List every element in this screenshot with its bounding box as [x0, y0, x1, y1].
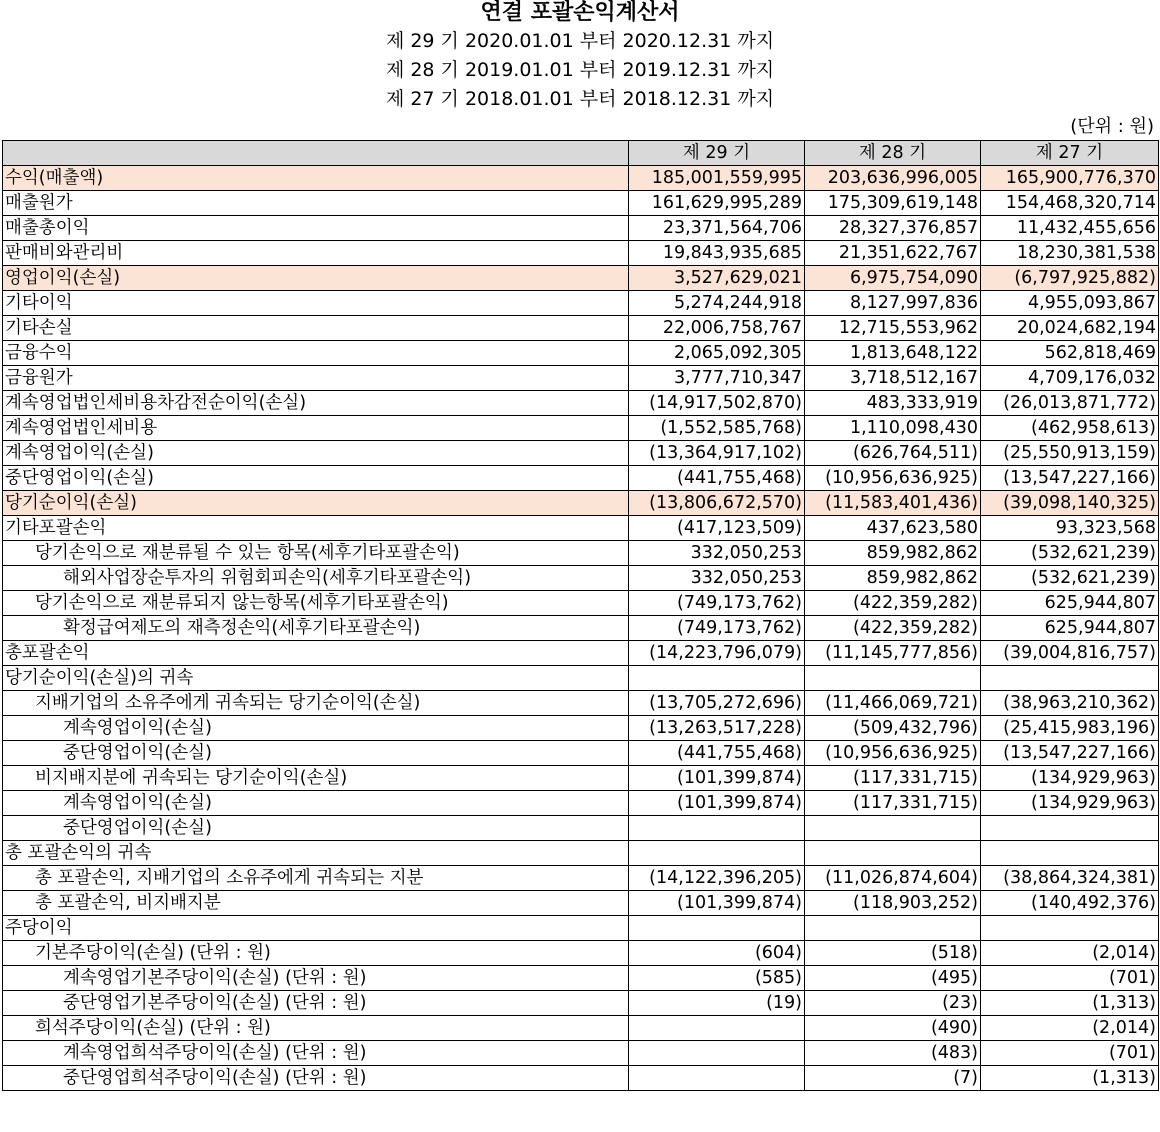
row-value: 562,818,469 [981, 341, 1159, 366]
row-value: (39,098,140,325) [981, 491, 1159, 516]
row-label: 계속영업이익(손실) [3, 441, 629, 466]
statement-title: 연결 포괄손익계산서 [480, 0, 680, 25]
row-label: 기타이익 [3, 291, 629, 316]
table-row [3, 466, 1159, 491]
row-value: (11,145,777,856) [805, 641, 981, 666]
row-value: 5,274,244,918 [629, 291, 805, 316]
row-value: 4,709,176,032 [981, 366, 1159, 391]
row-value: 3,777,710,347 [629, 366, 805, 391]
row-label: 해외사업장순투자의 위험회피손익(세후기타포괄손익) [3, 566, 629, 591]
row-label: 당기손익으로 재분류될 수 있는 항목(세후기타포괄손익) [3, 541, 629, 566]
row-value: (422,359,282) [805, 591, 981, 616]
row-value: (134,929,963) [981, 766, 1159, 791]
row-value: (7) [805, 1066, 981, 1091]
table-row [3, 166, 1159, 191]
table-row [3, 691, 1159, 716]
row-value: 175,309,619,148 [805, 191, 981, 216]
row-value: (13,263,517,228) [629, 716, 805, 741]
row-label: 중단영업이익(손실) [3, 741, 629, 766]
row-value [629, 841, 805, 866]
row-value [805, 916, 981, 941]
row-value: 1,813,648,122 [805, 341, 981, 366]
row-value [629, 1041, 805, 1066]
table-row [3, 616, 1159, 641]
row-value: 165,900,776,370 [981, 166, 1159, 191]
table-row [3, 391, 1159, 416]
row-value: (14,122,396,205) [629, 866, 805, 891]
row-value: 93,323,568 [981, 516, 1159, 541]
table-row [3, 541, 1159, 566]
row-value: 483,333,919 [805, 391, 981, 416]
row-label: 기본주당이익(손실) (단위 : 원) [3, 941, 629, 966]
row-value: (25,415,983,196) [981, 716, 1159, 741]
row-value: (13,806,672,570) [629, 491, 805, 516]
table-row [3, 941, 1159, 966]
row-value: (626,764,511) [805, 441, 981, 466]
row-value: 161,629,995,289 [629, 191, 805, 216]
table-row [3, 816, 1159, 841]
row-label: 계속영업이익(손실) [3, 716, 629, 741]
income-statement-table [2, 140, 1159, 1091]
table-row [3, 1066, 1159, 1091]
row-value [981, 841, 1159, 866]
row-value [629, 816, 805, 841]
table-row [3, 591, 1159, 616]
row-label: 총 포괄손익의 귀속 [3, 841, 629, 866]
row-value: (140,492,376) [981, 891, 1159, 916]
row-value [629, 916, 805, 941]
table-row [3, 491, 1159, 516]
row-value: (11,026,874,604) [805, 866, 981, 891]
row-value: 8,127,997,836 [805, 291, 981, 316]
row-value: 625,944,807 [981, 591, 1159, 616]
row-value: (38,963,210,362) [981, 691, 1159, 716]
row-value: (13,705,272,696) [629, 691, 805, 716]
table-row [3, 916, 1159, 941]
row-value: (1,313) [981, 1066, 1159, 1091]
row-label: 매출원가 [3, 191, 629, 216]
row-value: (604) [629, 941, 805, 966]
row-label: 중단영업희석주당이익(손실) (단위 : 원) [3, 1066, 629, 1091]
table-row [3, 266, 1159, 291]
row-value: (25,550,913,159) [981, 441, 1159, 466]
row-value: 4,955,093,867 [981, 291, 1159, 316]
row-value: (701) [981, 966, 1159, 991]
row-value [805, 666, 981, 691]
table-row [3, 716, 1159, 741]
period-line-27: 제 27 기 2018.01.01 부터 2018.12.31 까지 [385, 88, 775, 110]
row-value [629, 1016, 805, 1041]
row-value: 3,718,512,167 [805, 366, 981, 391]
row-value: (10,956,636,925) [805, 466, 981, 491]
table-row [3, 841, 1159, 866]
row-value: (117,331,715) [805, 791, 981, 816]
row-label: 당기손익으로 재분류되지 않는항목(세후기타포괄손익) [3, 591, 629, 616]
table-row [3, 966, 1159, 991]
table-row [3, 516, 1159, 541]
row-label: 확정급여제도의 재측정손익(세후기타포괄손익) [3, 616, 629, 641]
statement-header [0, 0, 1160, 114]
row-value: (495) [805, 966, 981, 991]
table-row [3, 866, 1159, 891]
row-value: 18,230,381,538 [981, 241, 1159, 266]
row-label: 당기순이익(손실)의 귀속 [3, 666, 629, 691]
row-value: (749,173,762) [629, 616, 805, 641]
unit-label: (단위 : 원) [1070, 116, 1154, 137]
row-value: (13,547,227,166) [981, 466, 1159, 491]
row-value: (585) [629, 966, 805, 991]
row-value: (13,364,917,102) [629, 441, 805, 466]
row-value: 203,636,996,005 [805, 166, 981, 191]
row-value: (6,797,925,882) [981, 266, 1159, 291]
row-value: 19,843,935,685 [629, 241, 805, 266]
row-value: 154,468,320,714 [981, 191, 1159, 216]
row-label: 총 포괄손익, 비지배지분 [3, 891, 629, 916]
header-period-29: 제 29 기 [629, 141, 805, 166]
row-value: (10,956,636,925) [805, 741, 981, 766]
row-value: 21,351,622,767 [805, 241, 981, 266]
row-label: 기타손실 [3, 316, 629, 341]
row-label: 계속영업기본주당이익(손실) (단위 : 원) [3, 966, 629, 991]
row-value: (117,331,715) [805, 766, 981, 791]
row-value: (509,432,796) [805, 716, 981, 741]
table-header-row [3, 141, 1159, 166]
row-label: 희석주당이익(손실) (단위 : 원) [3, 1016, 629, 1041]
table-row [3, 891, 1159, 916]
row-value: (134,929,963) [981, 791, 1159, 816]
table-row [3, 216, 1159, 241]
row-label: 주당이익 [3, 916, 629, 941]
row-label: 계속영업이익(손실) [3, 791, 629, 816]
table-row [3, 766, 1159, 791]
row-value: 3,527,629,021 [629, 266, 805, 291]
row-value: 437,623,580 [805, 516, 981, 541]
row-value: (101,399,874) [629, 791, 805, 816]
row-value: (13,547,227,166) [981, 741, 1159, 766]
row-label: 중단영업이익(손실) [3, 466, 629, 491]
row-value [981, 916, 1159, 941]
row-value: 2,065,092,305 [629, 341, 805, 366]
row-label: 지배기업의 소유주에게 귀속되는 당기순이익(손실) [3, 691, 629, 716]
row-label: 계속영업법인세비용차감전순이익(손실) [3, 391, 629, 416]
table-row [3, 666, 1159, 691]
row-value: (1,313) [981, 991, 1159, 1016]
row-value: (11,466,069,721) [805, 691, 981, 716]
row-label: 총 포괄손익, 지배기업의 소유주에게 귀속되는 지분 [3, 866, 629, 891]
row-value: (518) [805, 941, 981, 966]
row-value: 11,432,455,656 [981, 216, 1159, 241]
row-value: (1,552,585,768) [629, 416, 805, 441]
row-value: (462,958,613) [981, 416, 1159, 441]
row-label: 계속영업희석주당이익(손실) (단위 : 원) [3, 1041, 629, 1066]
table-row [3, 291, 1159, 316]
table-row [3, 1041, 1159, 1066]
table-row [3, 991, 1159, 1016]
row-value: 859,982,862 [805, 566, 981, 591]
row-label: 금융원가 [3, 366, 629, 391]
row-label: 수익(매출액) [3, 166, 629, 191]
period-line-29: 제 29 기 2020.01.01 부터 2020.12.31 까지 [385, 30, 775, 52]
row-value: 12,715,553,962 [805, 316, 981, 341]
row-value: (2,014) [981, 1016, 1159, 1041]
row-value: 332,050,253 [629, 541, 805, 566]
row-label: 매출총이익 [3, 216, 629, 241]
row-value: 859,982,862 [805, 541, 981, 566]
row-label: 판매비와관리비 [3, 241, 629, 266]
row-value: (490) [805, 1016, 981, 1041]
row-value [981, 666, 1159, 691]
row-value: (101,399,874) [629, 891, 805, 916]
row-value: 1,110,098,430 [805, 416, 981, 441]
row-value [629, 1066, 805, 1091]
table-row [3, 566, 1159, 591]
table-row [3, 241, 1159, 266]
row-value: (2,014) [981, 941, 1159, 966]
row-value: (101,399,874) [629, 766, 805, 791]
row-value: (14,223,796,079) [629, 641, 805, 666]
row-value: 20,024,682,194 [981, 316, 1159, 341]
row-value [805, 841, 981, 866]
row-label: 계속영업법인세비용 [3, 416, 629, 441]
table-row [3, 641, 1159, 666]
row-value: (701) [981, 1041, 1159, 1066]
row-value: (417,123,509) [629, 516, 805, 541]
header-period-28: 제 28 기 [805, 141, 981, 166]
row-value: (38,864,324,381) [981, 866, 1159, 891]
row-value: (19) [629, 991, 805, 1016]
row-value: (39,004,816,757) [981, 641, 1159, 666]
row-value: 332,050,253 [629, 566, 805, 591]
header-period-27: 제 27 기 [981, 141, 1159, 166]
row-label: 비지배지분에 귀속되는 당기순이익(손실) [3, 766, 629, 791]
row-value: (26,013,871,772) [981, 391, 1159, 416]
row-value: (441,755,468) [629, 466, 805, 491]
row-label: 금융수익 [3, 341, 629, 366]
table-row [3, 366, 1159, 391]
period-line-28: 제 28 기 2019.01.01 부터 2019.12.31 까지 [385, 59, 775, 81]
table-row [3, 741, 1159, 766]
table-row [3, 316, 1159, 341]
row-value: 625,944,807 [981, 616, 1159, 641]
row-value: 22,006,758,767 [629, 316, 805, 341]
table-row [3, 191, 1159, 216]
header-label-column [3, 141, 629, 166]
row-value: 23,371,564,706 [629, 216, 805, 241]
table-row [3, 441, 1159, 466]
row-value: (23) [805, 991, 981, 1016]
table-row [3, 791, 1159, 816]
row-value: 6,975,754,090 [805, 266, 981, 291]
row-label: 중단영업이익(손실) [3, 816, 629, 841]
row-value: (422,359,282) [805, 616, 981, 641]
row-value: (11,583,401,436) [805, 491, 981, 516]
row-value: (749,173,762) [629, 591, 805, 616]
row-value: 28,327,376,857 [805, 216, 981, 241]
row-label: 당기순이익(손실) [3, 491, 629, 516]
row-label: 영업이익(손실) [3, 266, 629, 291]
row-label: 기타포괄손익 [3, 516, 629, 541]
row-value [805, 816, 981, 841]
row-value: (14,917,502,870) [629, 391, 805, 416]
row-value: (483) [805, 1041, 981, 1066]
row-value [981, 816, 1159, 841]
row-value: (532,621,239) [981, 566, 1159, 591]
row-value: (118,903,252) [805, 891, 981, 916]
row-value: (441,755,468) [629, 741, 805, 766]
row-value [629, 666, 805, 691]
table-row [3, 341, 1159, 366]
row-label: 중단영업기본주당이익(손실) (단위 : 원) [3, 991, 629, 1016]
row-label: 총포괄손익 [3, 641, 629, 666]
table-row [3, 1016, 1159, 1041]
row-value: (532,621,239) [981, 541, 1159, 566]
row-value: 185,001,559,995 [629, 166, 805, 191]
table-row [3, 416, 1159, 441]
